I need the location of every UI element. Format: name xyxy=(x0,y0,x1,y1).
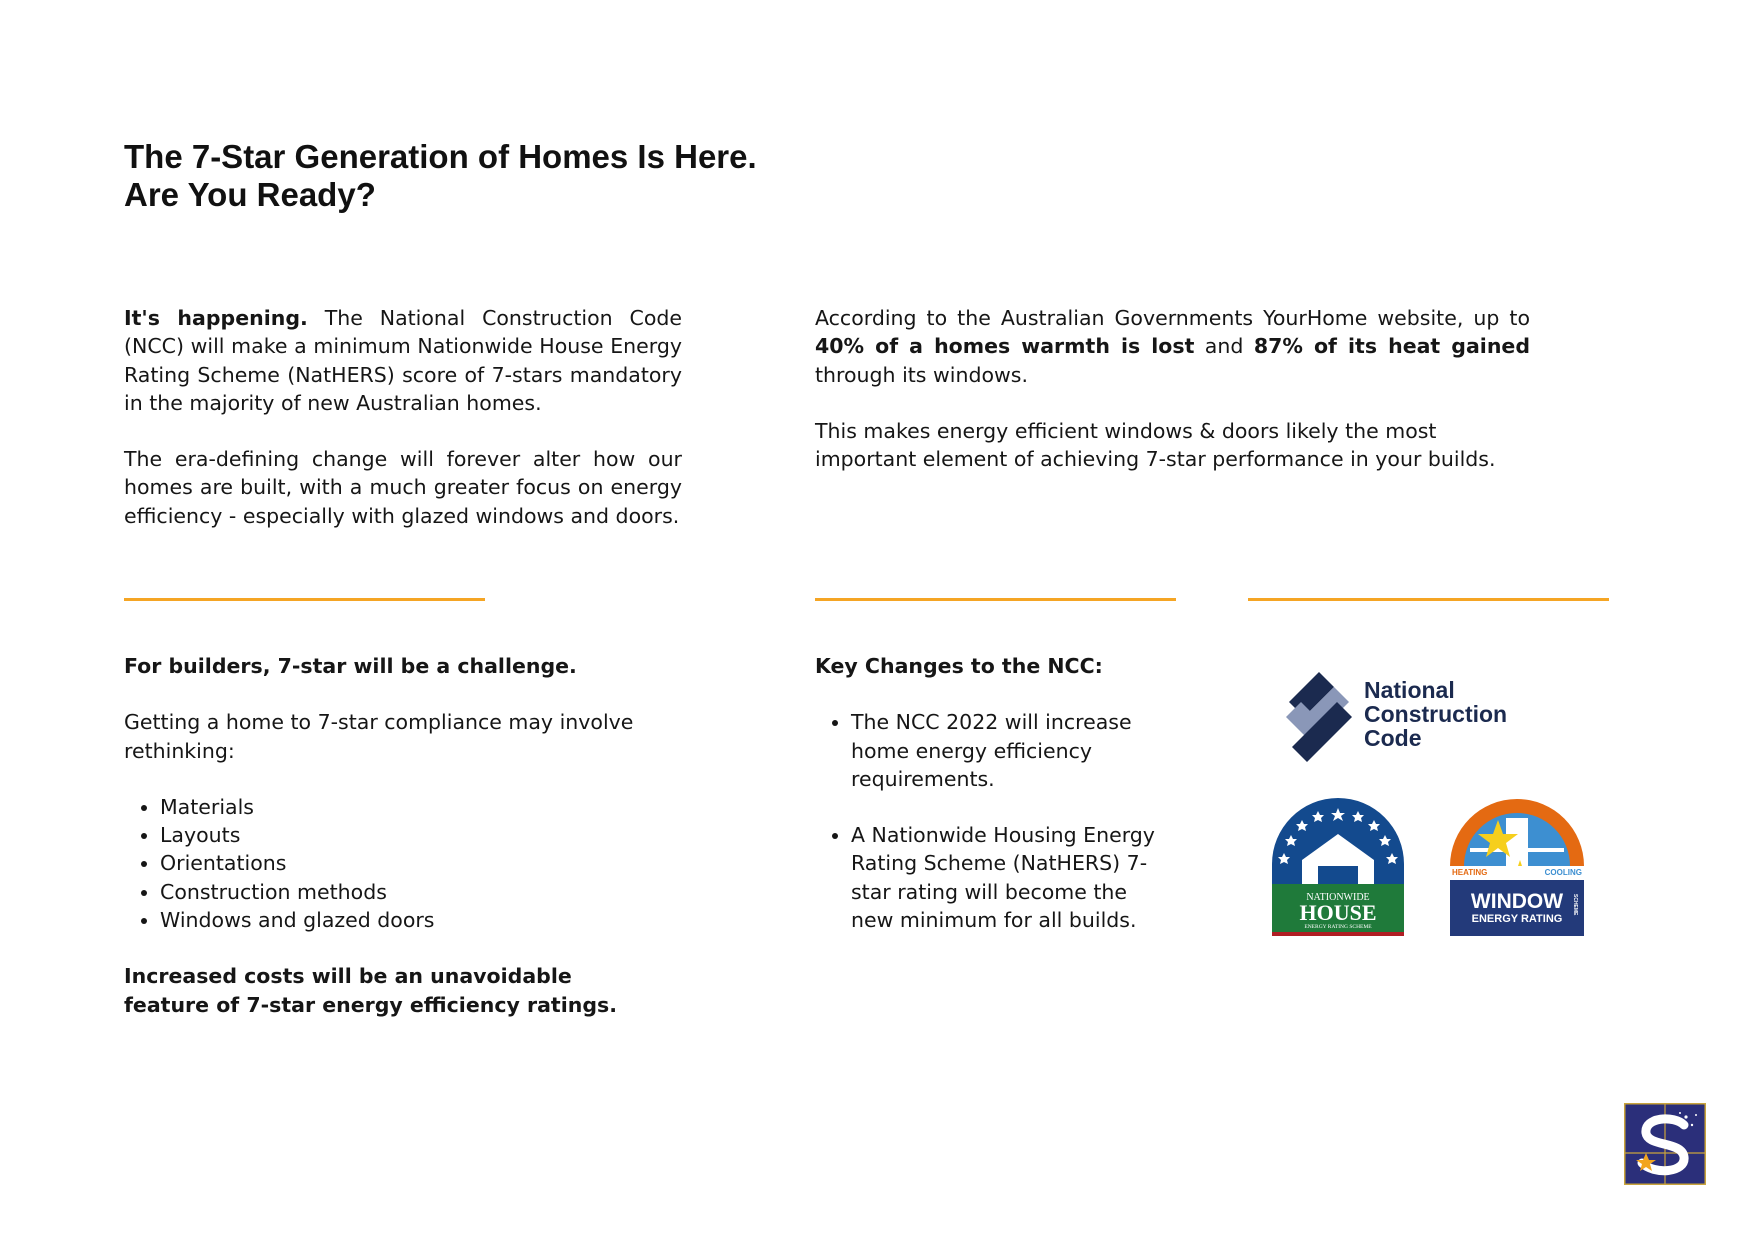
ncc-logo xyxy=(1262,660,1562,778)
list-item: • Layouts xyxy=(160,821,684,849)
title-line-2: Are You Ready? xyxy=(124,176,376,213)
company-logo xyxy=(1624,1103,1706,1185)
ncc-changes-column xyxy=(815,652,1175,934)
intro-right-paragraph-2: This makes energy efficient windows & doors likely the most important element of achieving 7-star performance in your builds. xyxy=(815,418,1496,472)
divider-right xyxy=(1248,598,1609,601)
intro-left-lead: It's happening. xyxy=(124,306,308,330)
intro-left-paragraph-2: The era-defining change will forever alter how our homes are built, with a much greater focus on energy efficiency - especially with glazed windows and doors. xyxy=(124,447,682,528)
builders-heading: For builders, 7-star will be a challenge. xyxy=(124,654,577,678)
wers-logo xyxy=(1450,798,1584,938)
ncc-heading: Key Changes to the NCC: xyxy=(815,654,1103,678)
list-item: • A Nationwide Housing Energy Rating Scheme (NatHERS) 7-star rating will become the new minimum for all builds. xyxy=(851,821,1171,934)
intro-right-column xyxy=(815,304,1530,473)
nathers-text-2: HOUSE xyxy=(1299,900,1377,925)
wers-heating: HEATING xyxy=(1452,868,1488,877)
intro-right-text-a: According to the Australian Governments YourHome website, up to xyxy=(815,306,1530,330)
intro-right-stat-heat: 87% of its heat gained xyxy=(1253,334,1530,359)
intro-right-text-e: through its windows. xyxy=(815,362,1028,387)
list-item: • The NCC 2022 will increase home energy efficiency requirements. xyxy=(851,708,1171,793)
list-item: • Orientations xyxy=(160,849,684,877)
wers-text-2: ENERGY RATING xyxy=(1471,913,1563,925)
wers-cooling: COOLING xyxy=(1544,868,1582,877)
wers-text-1: WINDOW xyxy=(1470,890,1564,913)
divider-middle xyxy=(815,598,1176,601)
ncc-list xyxy=(815,708,1171,934)
intro-left-column xyxy=(124,304,682,530)
ncc-logo-text-2: Construction xyxy=(1364,701,1508,727)
page-title xyxy=(124,138,757,214)
intro-left-paragraph-1 xyxy=(124,304,682,417)
list-spacer xyxy=(851,793,1171,821)
divider-left xyxy=(124,598,485,601)
ncc-logo-icon xyxy=(1274,668,1364,772)
title-line-1: The 7-Star Generation of Homes Is Here. xyxy=(124,138,757,175)
nathers-text-1: NATIONWIDE xyxy=(1306,892,1370,903)
list-item: • Materials xyxy=(160,793,684,821)
list-item: • Construction methods xyxy=(160,878,684,906)
wers-scheme: SCHEME xyxy=(1572,894,1578,916)
nathers-logo xyxy=(1272,798,1404,938)
ncc-logo-text-1: National xyxy=(1364,677,1455,703)
builders-closing: Increased costs will be an unavoidable feature of 7-star energy efficiency ratings. xyxy=(124,964,618,1017)
intro-right-paragraph-1 xyxy=(815,304,1530,389)
company-logo-icon xyxy=(1624,1103,1706,1185)
builders-intro: Getting a home to 7-star compliance may involve rethinking: xyxy=(124,710,634,763)
intro-left-text-1: The National Construction Code (NCC) will make a minimum Nationwide House Energy Rating Scheme (NatHERS) score of 7-stars mandatory in the majority of new Australian homes. xyxy=(124,306,682,415)
builders-list xyxy=(124,793,684,934)
ncc-logo-text-3: Code xyxy=(1364,725,1422,751)
intro-right-stat-warmth: 40% of a homes warmth is lost xyxy=(815,334,1195,359)
nathers-text-3: ENERGY RATING SCHEME xyxy=(1304,924,1372,930)
list-item: • Windows and glazed doors xyxy=(160,906,684,934)
intro-right-text-c: and xyxy=(1194,334,1254,359)
builders-column xyxy=(124,652,684,1019)
